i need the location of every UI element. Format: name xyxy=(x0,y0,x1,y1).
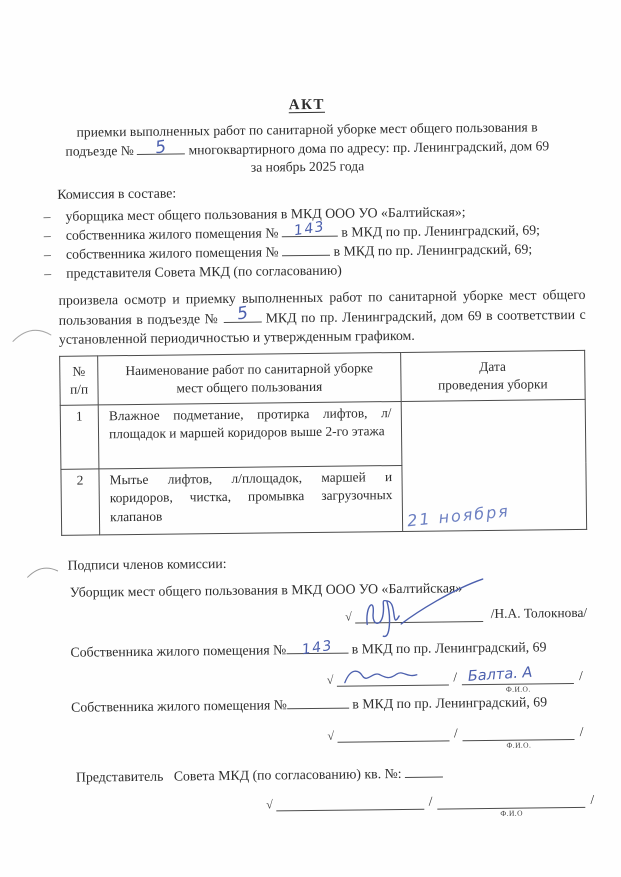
subtitle-line-3: за ноябрь 2025 года xyxy=(250,158,365,175)
slash-separator: / xyxy=(428,793,433,809)
document-title: АКТ xyxy=(288,96,326,114)
owner2-fio-line xyxy=(463,724,575,750)
fio-label: Ф.И.О. xyxy=(505,684,531,695)
rep-fio-line xyxy=(437,792,585,818)
dash-marker: – xyxy=(44,265,52,282)
owner2-label-post: в МКД по пр. Ленинградский, 69 xyxy=(352,694,548,712)
owner1-signature-scribble xyxy=(338,662,438,689)
entrance-number-blank xyxy=(137,136,185,159)
fio-label: Ф.И.О. xyxy=(506,740,532,750)
owner1-fio-line xyxy=(462,665,574,695)
owner2-signature-label xyxy=(71,692,621,716)
tick-mark: √ xyxy=(266,797,273,812)
signatures-heading: Подписи членов комиссии: xyxy=(67,555,227,573)
work-table xyxy=(59,349,587,535)
dash-marker: – xyxy=(43,246,51,263)
slash-separator: / xyxy=(453,725,458,741)
cleaner-signature-label: Уборщик мест общего пользования в МКД ООО УО «Балтийская» xyxy=(69,579,463,600)
row2-work-description: Мытье лифтов, л/площадок, маршей и коридоров, чистка, промывка загрузочных клапанов xyxy=(99,465,402,534)
table-row xyxy=(60,399,586,469)
member-representative: представителя Совета МКД (по согласованию) xyxy=(66,262,342,281)
rep-label-text: Представитель Совета МКД (по согласованию) кв. №: xyxy=(75,766,402,785)
owner2-apartment-blank-empty xyxy=(287,695,349,710)
member-owner2-post: в МКД по пр. Ленинградский, 69; xyxy=(333,241,533,259)
member-owner2-pre: собственника жилого помещения № xyxy=(65,244,279,262)
cleaning-date-handwritten: 21 ноября xyxy=(405,500,511,530)
row2-number: 2 xyxy=(61,468,100,534)
owner1-signature-line xyxy=(336,670,448,687)
statement-paragraph xyxy=(58,285,586,349)
member-cleaner: уборщика мест общего пользования в МКД ООО УО «Балтийская»; xyxy=(65,204,466,224)
owner1-apartment-handwritten: 143 xyxy=(300,637,334,658)
tick-mark: √ xyxy=(345,609,352,624)
statement-entrance-blank xyxy=(223,303,261,325)
owner2-signature-line xyxy=(337,726,449,743)
commission-heading: Комиссия в составе: xyxy=(57,185,177,202)
apartment-number-handwritten: 143 xyxy=(293,218,327,240)
statement-pre: произвела осмотр и приемку выполненных работ по санитарной уборке мест общего пользования в подъезде № xyxy=(58,286,586,328)
member-owner1-pre: собственника жилого помещения № xyxy=(65,225,279,243)
col-header-num: № п/п xyxy=(60,355,99,404)
cleaner-signature-scribble xyxy=(356,583,487,634)
member-owner1-post: в МКД по пр. Ленинградский, 69; xyxy=(341,222,541,240)
owner1-fio-handwritten: Балта. А xyxy=(467,665,534,686)
fio-label: Ф.И.О xyxy=(500,808,523,818)
owner1-label-post: в МКД по пр. Ленинградский, 69 xyxy=(351,638,547,657)
representative-signature-label xyxy=(76,762,621,786)
subtitle-line2-pre: подъезде № xyxy=(65,142,134,159)
cleaner-name: /Н.А. Толокнова/ xyxy=(490,604,588,621)
tick-mark: √ xyxy=(327,728,335,743)
col-header-date: Дата проведения уборки xyxy=(400,350,585,401)
slash-separator: / xyxy=(453,669,458,685)
margin-pen-mark-2 xyxy=(25,563,59,579)
statement-post: МКД по пр. Ленинградский, дом 69 в соответствии с установленной периодичностью и утвержденным графиком. xyxy=(58,306,586,347)
owner2-label-pre: Собственника жилого помещения № xyxy=(71,697,287,716)
table-header-row xyxy=(60,350,586,405)
document-subtitle xyxy=(0,117,618,179)
owner1-label-pre: Собственника жилого помещения № xyxy=(70,641,287,660)
dash-marker: – xyxy=(43,227,51,244)
tick-mark: √ xyxy=(326,673,334,688)
row1-work-description: Влажное подметание, протирка лифтов, л/площадок и маршей коридоров выше 2-го этажа xyxy=(98,401,401,468)
commission-members-list xyxy=(43,201,583,283)
owner1-apartment-blank xyxy=(286,637,348,658)
cleaner-signature-row xyxy=(2,604,587,627)
rep-signature-line xyxy=(276,794,424,812)
owner2-signature-row xyxy=(3,724,588,750)
dash-marker: – xyxy=(43,208,51,225)
margin-pen-mark-1 xyxy=(11,321,53,343)
apartment-number-blank-empty xyxy=(282,242,330,257)
owner1-signature-row xyxy=(3,665,588,695)
entrance-number-handwritten: 5 xyxy=(154,136,169,159)
owner1-signature-label xyxy=(70,636,621,660)
date-cell xyxy=(401,399,587,531)
statement-entrance-handwritten: 5 xyxy=(235,303,249,325)
representative-signature-row xyxy=(4,791,599,818)
apartment-number-blank xyxy=(282,218,338,240)
subtitle-line-1: приемки выполненных работ по санитарной уборке мест общего пользования в xyxy=(76,119,538,140)
slash-separator: / xyxy=(579,724,584,740)
cleaner-signature-line xyxy=(355,606,483,623)
col-header-work: Наименование работ по санитарной уборке мест общего пользования xyxy=(98,352,401,404)
rep-apartment-blank-empty xyxy=(405,764,443,778)
subtitle-line2-post: многоквартирного дома по адресу: пр. Ленинградский, дом 69 xyxy=(188,138,550,158)
row1-number: 1 xyxy=(60,404,99,468)
slash-separator: / xyxy=(590,791,595,807)
slash-separator: / xyxy=(578,668,583,684)
